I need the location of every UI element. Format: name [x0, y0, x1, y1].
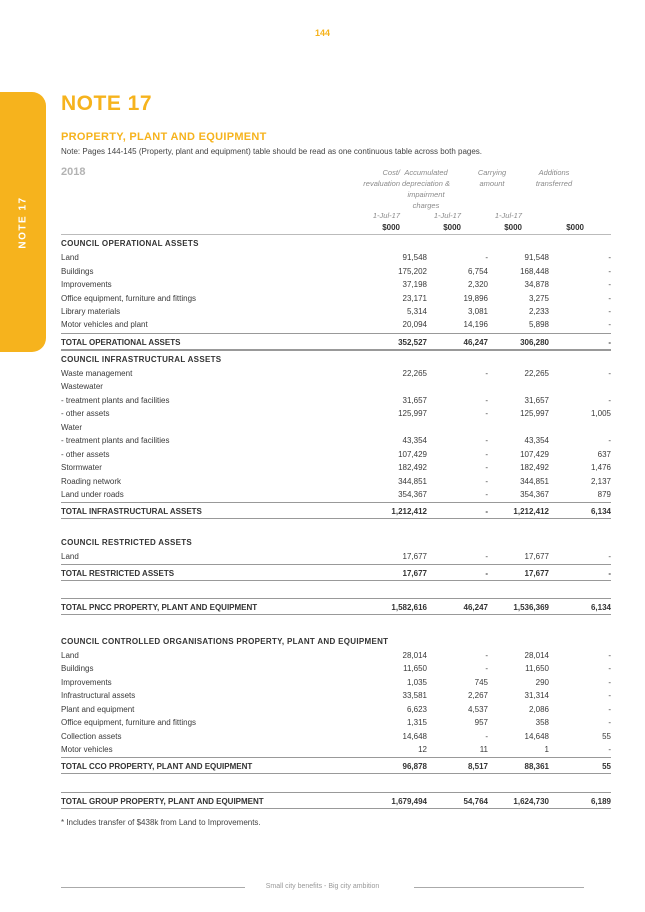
carrying-amount-cell: 22,265 — [524, 369, 549, 378]
accumulated-depreciation-cell: 54,764 — [463, 797, 488, 806]
table-row — [61, 475, 611, 488]
row-label: TOTAL RESTRICTED ASSETS — [61, 569, 175, 578]
cost-revaluation-cell: 5,314 — [406, 307, 427, 316]
additions-transferred-cell: 2,137 — [590, 477, 611, 486]
additions-transferred-cell: 55 — [602, 762, 611, 771]
carrying-amount-cell: 5,898 — [528, 320, 549, 329]
additions-transferred-cell: 879 — [597, 490, 611, 499]
accumulated-depreciation-cell: 46,247 — [463, 338, 488, 347]
row-label: Wastewater — [61, 382, 103, 391]
row-label: Land — [61, 552, 79, 561]
accumulated-depreciation-cell: 745 — [474, 678, 488, 687]
row-label: Land — [61, 253, 79, 262]
rule-line — [61, 808, 611, 809]
additions-transferred-cell: 637 — [597, 450, 611, 459]
carrying-amount-cell: 34,878 — [524, 280, 549, 289]
header-rule-line — [61, 234, 611, 235]
additions-transferred-cell: - — [608, 718, 611, 727]
accumulated-depreciation-cell: 2,320 — [467, 280, 488, 289]
carrying-amount-cell: 107,429 — [520, 450, 549, 459]
accumulated-depreciation-cell: - — [485, 253, 488, 262]
carrying-amount-cell: 2,233 — [528, 307, 549, 316]
carrying-amount-cell: 17,677 — [524, 569, 549, 578]
rule-line — [61, 518, 611, 519]
additions-transferred-cell: - — [608, 338, 611, 347]
rule-line — [61, 502, 611, 503]
date-col1: 1-Jul-17 — [372, 211, 400, 220]
additions-transferred-cell: - — [608, 678, 611, 687]
carrying-amount-cell: 168,448 — [520, 267, 549, 276]
row-label: Collection assets — [61, 732, 122, 741]
accumulated-depreciation-cell: - — [485, 463, 488, 472]
additions-transferred-cell: - — [608, 651, 611, 660]
row-label: Waste management — [61, 369, 133, 378]
row-label: Infrastructural assets — [61, 691, 136, 700]
table-row — [61, 305, 611, 318]
accumulated-depreciation-cell: 4,537 — [467, 705, 488, 714]
additions-transferred-cell: - — [608, 664, 611, 673]
carrying-amount-cell: 306,280 — [520, 338, 549, 347]
header-cost-revaluation: Cost/ revaluation — [363, 168, 400, 188]
carrying-amount-cell: 182,492 — [520, 463, 549, 472]
accumulated-depreciation-cell: - — [485, 490, 488, 499]
carrying-amount-cell: 354,367 — [520, 490, 549, 499]
carrying-amount-cell: 91,548 — [524, 253, 549, 262]
carrying-amount-cell: 28,014 — [524, 651, 549, 660]
cost-revaluation-cell: 91,548 — [402, 253, 427, 262]
group-heading-row — [61, 536, 611, 549]
footnote: * Includes transfer of $438k from Land to Improvements. — [61, 818, 261, 827]
row-label: Office equipment, furniture and fittings — [61, 718, 197, 727]
row-label: Plant and equipment — [61, 705, 135, 714]
table-row — [61, 434, 611, 447]
table-row — [61, 676, 611, 689]
table-row — [61, 367, 611, 380]
table-row — [61, 662, 611, 675]
unit-col1: $000 — [382, 223, 400, 232]
carrying-amount-cell: 125,997 — [520, 409, 549, 418]
date-col3: 1-Jul-17 — [494, 211, 522, 220]
row-label: Library materials — [61, 307, 121, 316]
cost-revaluation-cell: 14,648 — [402, 732, 427, 741]
accumulated-depreciation-cell: 11 — [479, 745, 488, 754]
table-row — [61, 380, 611, 393]
table-row — [61, 550, 611, 563]
carrying-amount-cell: 344,851 — [520, 477, 549, 486]
row-label: COUNCIL INFRASTRUCTURAL ASSETS — [61, 355, 222, 364]
header-accumulated-depreciation: Accumulated depreciation & impairment charges — [402, 168, 450, 210]
carrying-amount-cell: 17,677 — [524, 552, 549, 561]
table-row — [61, 689, 611, 702]
row-label: TOTAL CCO PROPERTY, PLANT AND EQUIPMENT — [61, 762, 253, 771]
row-label: - treatment plants and facilities — [61, 396, 170, 405]
table-row — [61, 488, 611, 501]
section-title: PROPERTY, PLANT AND EQUIPMENT — [61, 131, 267, 143]
cost-revaluation-cell: 6,623 — [406, 705, 427, 714]
cost-revaluation-cell: 1,582,616 — [391, 603, 427, 612]
accumulated-depreciation-cell: - — [485, 552, 488, 561]
rule-line — [61, 350, 611, 351]
row-label: Water — [61, 423, 83, 432]
group-heading-row — [61, 237, 611, 250]
rule-line — [61, 564, 611, 565]
carrying-amount-cell: 1,212,412 — [513, 507, 549, 516]
additions-transferred-cell: 6,134 — [590, 603, 611, 612]
row-label: Land under roads — [61, 490, 124, 499]
row-label: Buildings — [61, 664, 94, 673]
carrying-amount-cell: 1 — [544, 745, 549, 754]
accumulated-depreciation-cell: - — [485, 651, 488, 660]
footer-text: Small city benefits - Big city ambition — [265, 883, 380, 890]
total-row — [61, 601, 611, 614]
table-row — [61, 703, 611, 716]
note-title: NOTE 17 — [61, 92, 153, 115]
accumulated-depreciation-cell: 3,081 — [467, 307, 488, 316]
rule-line — [61, 792, 611, 793]
additions-transferred-cell: - — [608, 552, 611, 561]
additions-transferred-cell: 1,476 — [590, 463, 611, 472]
cost-revaluation-cell: 1,679,494 — [391, 797, 427, 806]
cost-revaluation-cell: 33,581 — [402, 691, 427, 700]
table-row — [61, 649, 611, 662]
carrying-amount-cell: 1,536,369 — [513, 603, 549, 612]
table-row — [61, 318, 611, 331]
carrying-amount-cell: 43,354 — [524, 436, 549, 445]
accumulated-depreciation-cell: 6,754 — [467, 267, 488, 276]
additions-transferred-cell: - — [608, 396, 611, 405]
side-tab-label-wrap — [0, 92, 46, 352]
cost-revaluation-cell: 17,677 — [402, 552, 427, 561]
accumulated-depreciation-cell: - — [485, 507, 488, 516]
cost-revaluation-cell: 17,677 — [402, 569, 427, 578]
cost-revaluation-cell: 175,202 — [398, 267, 427, 276]
table-row — [61, 394, 611, 407]
accumulated-depreciation-cell: - — [485, 369, 488, 378]
row-label: - treatment plants and facilities — [61, 436, 170, 445]
row-label: Improvements — [61, 678, 112, 687]
additions-transferred-cell: 6,134 — [590, 507, 611, 516]
total-row — [61, 795, 611, 808]
additions-transferred-cell: - — [608, 369, 611, 378]
cost-revaluation-cell: 352,527 — [398, 338, 427, 347]
table-row — [61, 407, 611, 420]
carrying-amount-cell: 31,314 — [524, 691, 549, 700]
cost-revaluation-cell: 12 — [418, 745, 427, 754]
table-row — [61, 265, 611, 278]
rule-line — [61, 580, 611, 581]
table-row — [61, 461, 611, 474]
rule-line — [61, 614, 611, 615]
accumulated-depreciation-cell: 19,896 — [463, 294, 488, 303]
additions-transferred-cell: - — [608, 691, 611, 700]
carrying-amount-cell: 2,086 — [528, 705, 549, 714]
table-row — [61, 278, 611, 291]
row-label: TOTAL GROUP PROPERTY, PLANT AND EQUIPMENT — [61, 797, 264, 806]
accumulated-depreciation-cell: - — [485, 664, 488, 673]
row-label: COUNCIL OPERATIONAL ASSETS — [61, 239, 199, 248]
table-row — [61, 730, 611, 743]
accumulated-depreciation-cell: 14,196 — [463, 320, 488, 329]
unit-col2: $000 — [443, 223, 461, 232]
row-label: Motor vehicles and plant — [61, 320, 148, 329]
accumulated-depreciation-cell: - — [485, 569, 488, 578]
accumulated-depreciation-cell: - — [485, 409, 488, 418]
header-carrying-amount: Carrying amount — [477, 168, 507, 188]
cost-revaluation-cell: 96,878 — [402, 762, 427, 771]
row-label: - other assets — [61, 450, 110, 459]
carrying-amount-cell: 290 — [535, 678, 549, 687]
carrying-amount-cell: 358 — [535, 718, 549, 727]
carrying-amount-cell: 31,657 — [524, 396, 549, 405]
row-label: Office equipment, furniture and fittings — [61, 294, 197, 303]
additions-transferred-cell: - — [608, 267, 611, 276]
table-row — [61, 421, 611, 434]
accumulated-depreciation-cell: 46,247 — [463, 603, 488, 612]
rule-line — [61, 757, 611, 758]
row-label: Improvements — [61, 280, 112, 289]
cost-revaluation-cell: 37,198 — [402, 280, 427, 289]
row-label: Buildings — [61, 267, 94, 276]
cost-revaluation-cell: 1,035 — [406, 678, 427, 687]
carrying-amount-cell: 11,650 — [525, 664, 549, 673]
additions-transferred-cell: - — [608, 569, 611, 578]
total-row — [61, 505, 611, 518]
side-tab-label: NOTE 17 — [17, 195, 29, 249]
total-row — [61, 760, 611, 773]
cost-revaluation-cell: 11,650 — [403, 664, 427, 673]
row-label: Stormwater — [61, 463, 102, 472]
cost-revaluation-cell: 31,657 — [402, 396, 427, 405]
row-label: Motor vehicles — [61, 745, 113, 754]
table-row — [61, 251, 611, 264]
row-label: Roading network — [61, 477, 122, 486]
additions-transferred-cell: - — [608, 320, 611, 329]
cost-revaluation-cell: 23,171 — [402, 294, 427, 303]
cost-revaluation-cell: 344,851 — [398, 477, 427, 486]
accumulated-depreciation-cell: - — [485, 436, 488, 445]
cost-revaluation-cell: 1,212,412 — [391, 507, 427, 516]
accumulated-depreciation-cell: 2,267 — [467, 691, 488, 700]
additions-transferred-cell: - — [608, 307, 611, 316]
cost-revaluation-cell: 354,367 — [398, 490, 427, 499]
carrying-amount-cell: 14,648 — [524, 732, 549, 741]
table-row — [61, 716, 611, 729]
row-label: Land — [61, 651, 79, 660]
accumulated-depreciation-cell: - — [485, 396, 488, 405]
rule-line — [61, 773, 611, 774]
carrying-amount-cell: 3,275 — [528, 294, 549, 303]
group-heading-row — [61, 353, 611, 366]
table-row — [61, 292, 611, 305]
unit-col4: $000 — [566, 223, 584, 232]
note-text: Note: Pages 144-145 (Property, plant and equipment) table should be read as one continuous table across both pages. — [61, 147, 483, 156]
additions-transferred-cell: 6,189 — [590, 797, 611, 806]
total-row — [61, 567, 611, 580]
row-label: COUNCIL CONTROLLED ORGANISATIONS PROPERTY, PLANT AND EQUIPMENT — [61, 637, 389, 646]
carrying-amount-cell: 88,361 — [524, 762, 549, 771]
accumulated-depreciation-cell: 8,517 — [467, 762, 488, 771]
cost-revaluation-cell: 182,492 — [398, 463, 427, 472]
cost-revaluation-cell: 28,014 — [402, 651, 427, 660]
cost-revaluation-cell: 22,265 — [402, 369, 427, 378]
total-row — [61, 336, 611, 349]
accumulated-depreciation-cell: - — [485, 450, 488, 459]
additions-transferred-cell: - — [608, 436, 611, 445]
additions-transferred-cell: - — [608, 280, 611, 289]
table-row — [61, 448, 611, 461]
header-additions-transferred: Additions transferred — [535, 168, 573, 188]
date-col2: 1-Jul-17 — [433, 211, 461, 220]
table-row — [61, 743, 611, 756]
additions-transferred-cell: 55 — [602, 732, 611, 741]
row-label: COUNCIL RESTRICTED ASSETS — [61, 538, 193, 547]
rule-line — [61, 598, 611, 599]
cost-revaluation-cell: 20,094 — [402, 320, 427, 329]
unit-col3: $000 — [504, 223, 522, 232]
row-label: TOTAL OPERATIONAL ASSETS — [61, 338, 181, 347]
cost-revaluation-cell: 125,997 — [398, 409, 427, 418]
additions-transferred-cell: - — [608, 745, 611, 754]
carrying-amount-cell: 1,624,730 — [513, 797, 549, 806]
additions-transferred-cell: - — [608, 705, 611, 714]
additions-transferred-cell: 1,005 — [590, 409, 611, 418]
cost-revaluation-cell: 1,315 — [406, 718, 427, 727]
rule-line — [61, 333, 611, 334]
cost-revaluation-cell: 107,429 — [398, 450, 427, 459]
page-number: 144 — [314, 28, 331, 38]
row-label: TOTAL INFRASTRUCTURAL ASSETS — [61, 507, 202, 516]
additions-transferred-cell: - — [608, 294, 611, 303]
accumulated-depreciation-cell: 957 — [474, 718, 488, 727]
accumulated-depreciation-cell: - — [485, 477, 488, 486]
accumulated-depreciation-cell: - — [485, 732, 488, 741]
row-label: TOTAL PNCC PROPERTY, PLANT AND EQUIPMENT — [61, 603, 258, 612]
group-heading-row — [61, 635, 611, 648]
row-label: - other assets — [61, 409, 110, 418]
cost-revaluation-cell: 43,354 — [402, 436, 427, 445]
additions-transferred-cell: - — [608, 253, 611, 262]
year-label: 2018 — [61, 166, 86, 178]
